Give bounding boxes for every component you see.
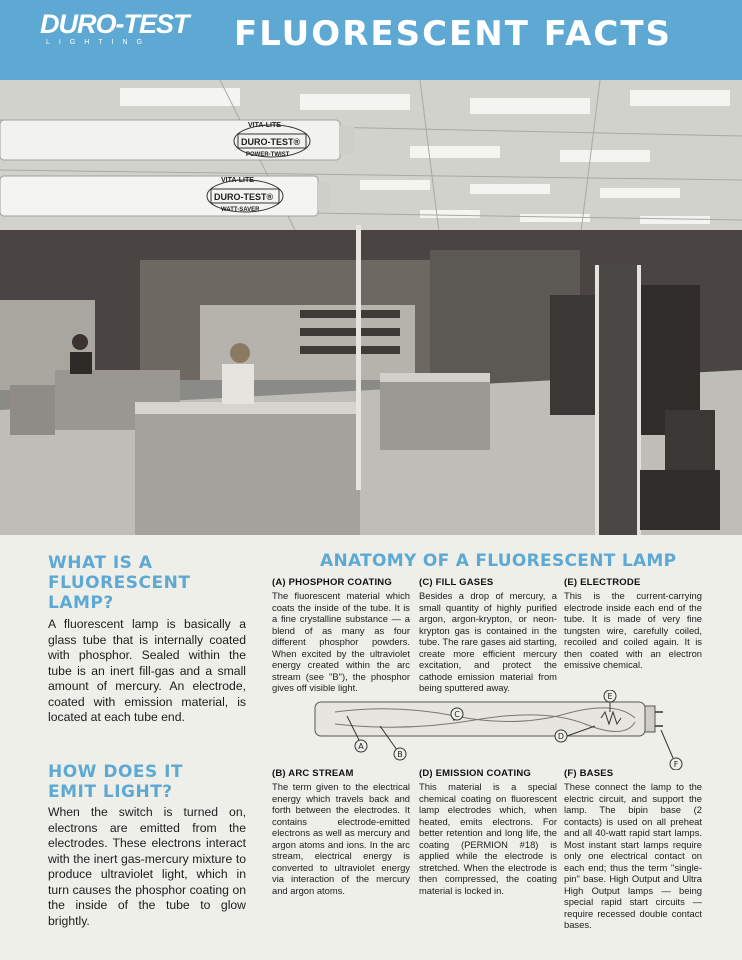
what-heading-line: LAMP? [48, 593, 114, 613]
lamp-anatomy-diagram [305, 690, 705, 770]
diagram-label-e: E [607, 692, 613, 701]
brand-logo [40, 10, 189, 46]
how-heading [48, 762, 183, 802]
lamp2-logo-text: DURO-TEST® [214, 192, 274, 202]
anatomy-item-d [419, 768, 557, 896]
anatomy-item-heading: (D) EMISSION COATING [419, 768, 532, 779]
anatomy-item-body: This material is a special chemical coating on fluorescent lamp electrodes which, when heated, emits electrons. For better retention and long life, the coating (PERMION #18) is applied while the electrode is stretched. When the electrode is then compressed, the coating material is locked in. [419, 781, 557, 896]
lamp1-logo-text: DURO-TEST® [241, 137, 301, 147]
brand-name: DURO-TEST [40, 9, 189, 39]
what-heading-line: WHAT IS A [48, 553, 153, 573]
anatomy-item-e [564, 577, 702, 671]
header-band [0, 0, 742, 80]
anatomy-item-body: The term given to the electrical energy which travels back and forth between the electrodes. It contains electrode-emitted electrons as well as mercury and argon atoms and ions. In the arc stream, electrical energy is converted to ultraviolet energy via interaction of the mercury and argon atoms. [272, 781, 410, 896]
anatomy-item-heading: (C) FILL GASES [419, 577, 494, 588]
anatomy-item-c [419, 577, 557, 694]
diagram-label-f: F [673, 760, 679, 769]
what-heading [48, 553, 190, 613]
office-photo-illustration [0, 80, 742, 535]
anatomy-item-body: Besides a drop of mercury, a small quantity of highly purified argon, argon-krypton, or neon-krypton gas is contained in the tube. The rare gases aid starting, create more efficient mercury excitation, and protect the cathode emission material from being sputtered away. [419, 590, 557, 693]
anatomy-item-body: This is the current-carrying electrode inside each end of the tube. It is made of very fine tungsten wire, carefully coiled, recoiled and coiled again. It is then coated with an electron emissive chemical. [564, 590, 702, 670]
anatomy-title: ANATOMY OF A FLUORESCENT LAMP [320, 551, 677, 571]
diagram-label-d: D [557, 732, 565, 741]
how-heading-line: HOW DOES IT [48, 762, 184, 782]
anatomy-item-heading: (F) BASES [564, 768, 614, 779]
anatomy-item-heading: (B) ARC STREAM [272, 768, 354, 779]
diagram-label-b: B [397, 750, 403, 759]
anatomy-item-body: These connect the lamp to the electric circuit, and support the lamp. The bipin base (2 contacts) is used on all preheat and all 40-watt rapid start lamps. Most instant start lamps require only one electrical contact on each end; thus the term "single-pin" base. High Output and Ultra High Output lamps — being special rapid start circuits — require recessed double contact bases. [564, 781, 702, 930]
what-body: A fluorescent lamp is basically a glass tube that is internally coated with phosphor. Sealed within the tube is an inert fill-gas and a small amount of mercury. An electrode, coated with emission material, is located at each tube end. [48, 617, 246, 724]
diagram-label-c: C [454, 710, 460, 719]
what-heading-line: FLUORESCENT [48, 573, 191, 593]
anatomy-item-heading: (E) ELECTRODE [564, 577, 641, 588]
lamp1-model-text: POWER-TWIST [246, 152, 290, 158]
brand-subtitle: LIGHTING [46, 39, 152, 46]
office-photo [0, 80, 742, 535]
anatomy-item-heading: (A) PHOSPHOR COATING [272, 577, 392, 588]
anatomy-item-f [564, 768, 702, 931]
diagram-label-a: A [358, 742, 364, 751]
lamp1-brand-top: VITA-LITE [248, 122, 281, 129]
anatomy-item-body: The fluorescent material which coats the inside of the tube. It is a fine crystalline substance — a blend of as many as four different phosphor powders. When excited by the ultraviolet energy created within the arc stream (see "B"), the phosphor gives off visible light. [272, 590, 410, 693]
lamp2-model-text: WATT-SAVER [221, 207, 260, 213]
how-body: When the switch is turned on, electrons are emitted from the electrodes. These electrons interact with the inert gas-mercury mixture to produce ultraviolet light, which in turn causes the phosphor coating on the inside of the tube to glow brightly. [48, 805, 246, 928]
page-title: FLUORESCENT FACTS [234, 14, 673, 54]
lamp2-brand-top: VITA-LITE [221, 177, 254, 184]
anatomy-item-b [272, 768, 410, 896]
anatomy-item-a [272, 577, 410, 694]
how-heading-line: EMIT LIGHT? [48, 782, 173, 802]
